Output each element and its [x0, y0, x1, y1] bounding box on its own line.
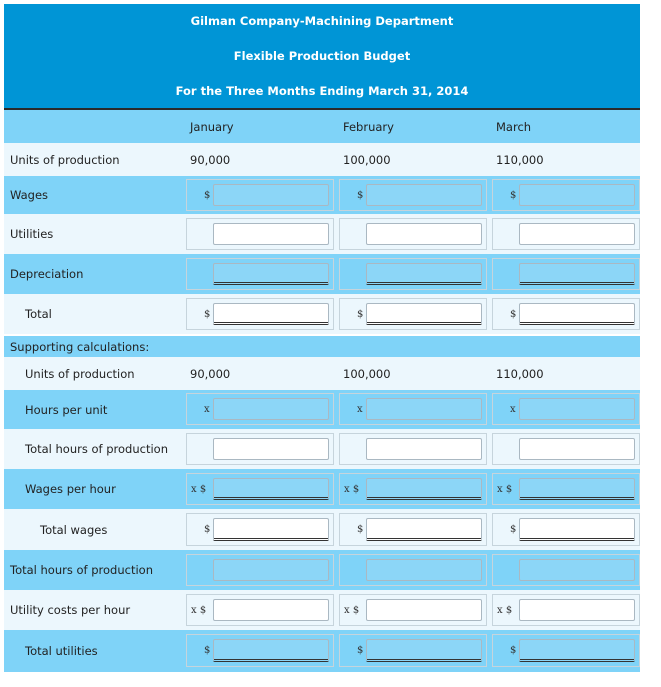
cell-february	[339, 433, 487, 465]
cell-february	[339, 473, 487, 505]
row-label: Utilities	[10, 227, 54, 241]
dollar-prefix: $	[204, 308, 211, 320]
multiply-dollar-prefix: x $	[497, 483, 513, 495]
multiply-prefix: x	[510, 403, 516, 415]
cell-march	[492, 298, 640, 330]
cell-march	[492, 554, 640, 586]
budget-title: Flexible Production Budget	[233, 49, 411, 63]
section-heading: Supporting calculations:	[10, 339, 150, 354]
row-label: Utility costs per hour	[10, 603, 131, 617]
multiply-prefix: x	[204, 403, 210, 415]
hours-per-unit-february-input[interactable]	[366, 398, 482, 420]
row-utilities	[4, 214, 640, 254]
cell-march	[492, 634, 640, 667]
dollar-prefix: $	[510, 308, 517, 320]
total-february-input[interactable]	[366, 303, 482, 325]
multiply-dollar-prefix: x $	[344, 604, 360, 616]
multiply-dollar-prefix: x $	[497, 604, 513, 616]
dollar-prefix: $	[204, 524, 211, 535]
value-february: 100,000	[343, 152, 391, 167]
utilities-march-input[interactable]	[519, 223, 635, 245]
row-label: Wages per hour	[25, 482, 116, 496]
col-header-february: February	[343, 119, 394, 134]
dollar-prefix: $	[510, 524, 517, 535]
row-total	[4, 294, 640, 334]
depreciation-march-input[interactable]	[519, 263, 635, 285]
cell-march	[492, 179, 640, 211]
cell-january	[186, 179, 334, 211]
utilities-january-input[interactable]	[213, 223, 329, 245]
dollar-prefix: $	[510, 189, 517, 201]
cell-march	[492, 258, 640, 290]
col-header-march: March	[496, 119, 532, 134]
row-total-wages	[4, 509, 640, 550]
total-utilities-january-input[interactable]	[213, 639, 329, 662]
total-hours-2-january-input[interactable]	[213, 559, 329, 581]
row-total-hours	[4, 429, 640, 469]
cell-february	[339, 298, 487, 330]
multiply-dollar-prefix: x $	[191, 483, 207, 495]
row-total-hours-utilities	[4, 550, 640, 590]
row-label: Units of production	[25, 366, 135, 381]
hours-per-unit-january-input[interactable]	[213, 398, 329, 420]
value-january: 90,000	[190, 152, 231, 167]
depreciation-january-input[interactable]	[213, 263, 329, 285]
budget-header	[4, 4, 640, 110]
total-hours-2-march-input[interactable]	[519, 559, 635, 581]
depreciation-february-input[interactable]	[366, 263, 482, 285]
row-label: Wages	[10, 188, 49, 202]
utilities-february-input[interactable]	[366, 223, 482, 245]
cell-february	[339, 594, 487, 626]
total-hours-march-input[interactable]	[519, 438, 635, 460]
dollar-prefix: $	[510, 645, 517, 656]
cell-january	[186, 433, 334, 465]
value-march: 110,000	[496, 152, 544, 167]
row-label: Depreciation	[10, 267, 84, 281]
row-depreciation	[4, 254, 640, 294]
cell-march	[492, 594, 640, 626]
total-march-input[interactable]	[519, 303, 635, 325]
row-utility-costs-per-hour	[4, 590, 640, 630]
row-wages	[4, 176, 640, 214]
row-label: Units of production	[10, 152, 120, 167]
row-label: Total hours of production	[10, 563, 153, 577]
period-title: For the Three Months Ending March 31, 2014	[175, 84, 469, 98]
col-header-january: January	[190, 119, 234, 134]
cell-january	[186, 473, 334, 505]
utility-cost-february-input[interactable]	[366, 599, 482, 621]
row-label: Hours per unit	[25, 402, 108, 417]
total-wages-february-input[interactable]	[366, 518, 482, 541]
dollar-prefix: $	[357, 308, 364, 320]
cell-january	[186, 594, 334, 626]
cell-march	[492, 393, 640, 425]
value-march: 110,000	[496, 366, 544, 381]
row-total-utilities	[4, 630, 640, 672]
total-wages-january-input[interactable]	[213, 518, 329, 541]
row-label: Total utilities	[25, 644, 98, 658]
utility-cost-january-input[interactable]	[213, 599, 329, 621]
total-utilities-march-input[interactable]	[519, 639, 635, 662]
cell-january	[186, 554, 334, 586]
cell-february	[339, 634, 487, 667]
cell-march	[492, 218, 640, 250]
row-units-of-production	[4, 143, 640, 176]
company-title: Gilman Company-Machining Department	[190, 14, 454, 28]
column-header-row	[4, 110, 640, 143]
multiply-dollar-prefix: x $	[191, 604, 207, 616]
total-hours-february-input[interactable]	[366, 438, 482, 460]
cell-february	[339, 393, 487, 425]
wages-per-hour-march-input[interactable]	[519, 478, 635, 500]
utility-cost-march-input[interactable]	[519, 599, 635, 621]
dollar-prefix: $	[204, 189, 211, 201]
total-hours-january-input[interactable]	[213, 438, 329, 460]
cell-march	[492, 433, 640, 465]
value-january: 90,000	[190, 366, 231, 381]
dollar-prefix: $	[204, 645, 211, 656]
cell-february	[339, 218, 487, 250]
row-label: Total hours of production	[25, 442, 168, 456]
cell-january	[186, 513, 334, 546]
cell-february	[339, 513, 487, 546]
row-label: Total wages	[40, 522, 108, 537]
wages-march-input[interactable]	[519, 184, 635, 206]
multiply-dollar-prefix: x $	[344, 483, 360, 495]
dollar-prefix: $	[357, 189, 364, 201]
row-label: Total	[25, 307, 52, 321]
wages-february-input[interactable]	[366, 184, 482, 206]
cell-january	[186, 258, 334, 290]
cell-february	[339, 258, 487, 290]
total-utilities-february-input[interactable]	[366, 639, 482, 662]
row-support-units	[4, 357, 640, 390]
dollar-prefix: $	[357, 645, 364, 656]
total-january-input[interactable]	[213, 303, 329, 325]
cell-january	[186, 218, 334, 250]
multiply-prefix: x	[357, 403, 363, 415]
wages-per-hour-february-input[interactable]	[366, 478, 482, 500]
cell-january	[186, 634, 334, 667]
wages-january-input[interactable]	[213, 184, 329, 206]
supporting-calculations-heading	[4, 336, 640, 357]
value-february: 100,000	[343, 366, 391, 381]
cell-march	[492, 513, 640, 546]
total-hours-2-february-input[interactable]	[366, 559, 482, 581]
hours-per-unit-march-input[interactable]	[519, 398, 635, 420]
total-wages-march-input[interactable]	[519, 518, 635, 541]
row-wages-per-hour	[4, 469, 640, 509]
cell-january	[186, 298, 334, 330]
row-hours-per-unit	[4, 390, 640, 429]
cell-march	[492, 473, 640, 505]
wages-per-hour-january-input[interactable]	[213, 478, 329, 500]
cell-february	[339, 554, 487, 586]
cell-february	[339, 179, 487, 211]
cell-january	[186, 393, 334, 425]
dollar-prefix: $	[357, 524, 364, 535]
